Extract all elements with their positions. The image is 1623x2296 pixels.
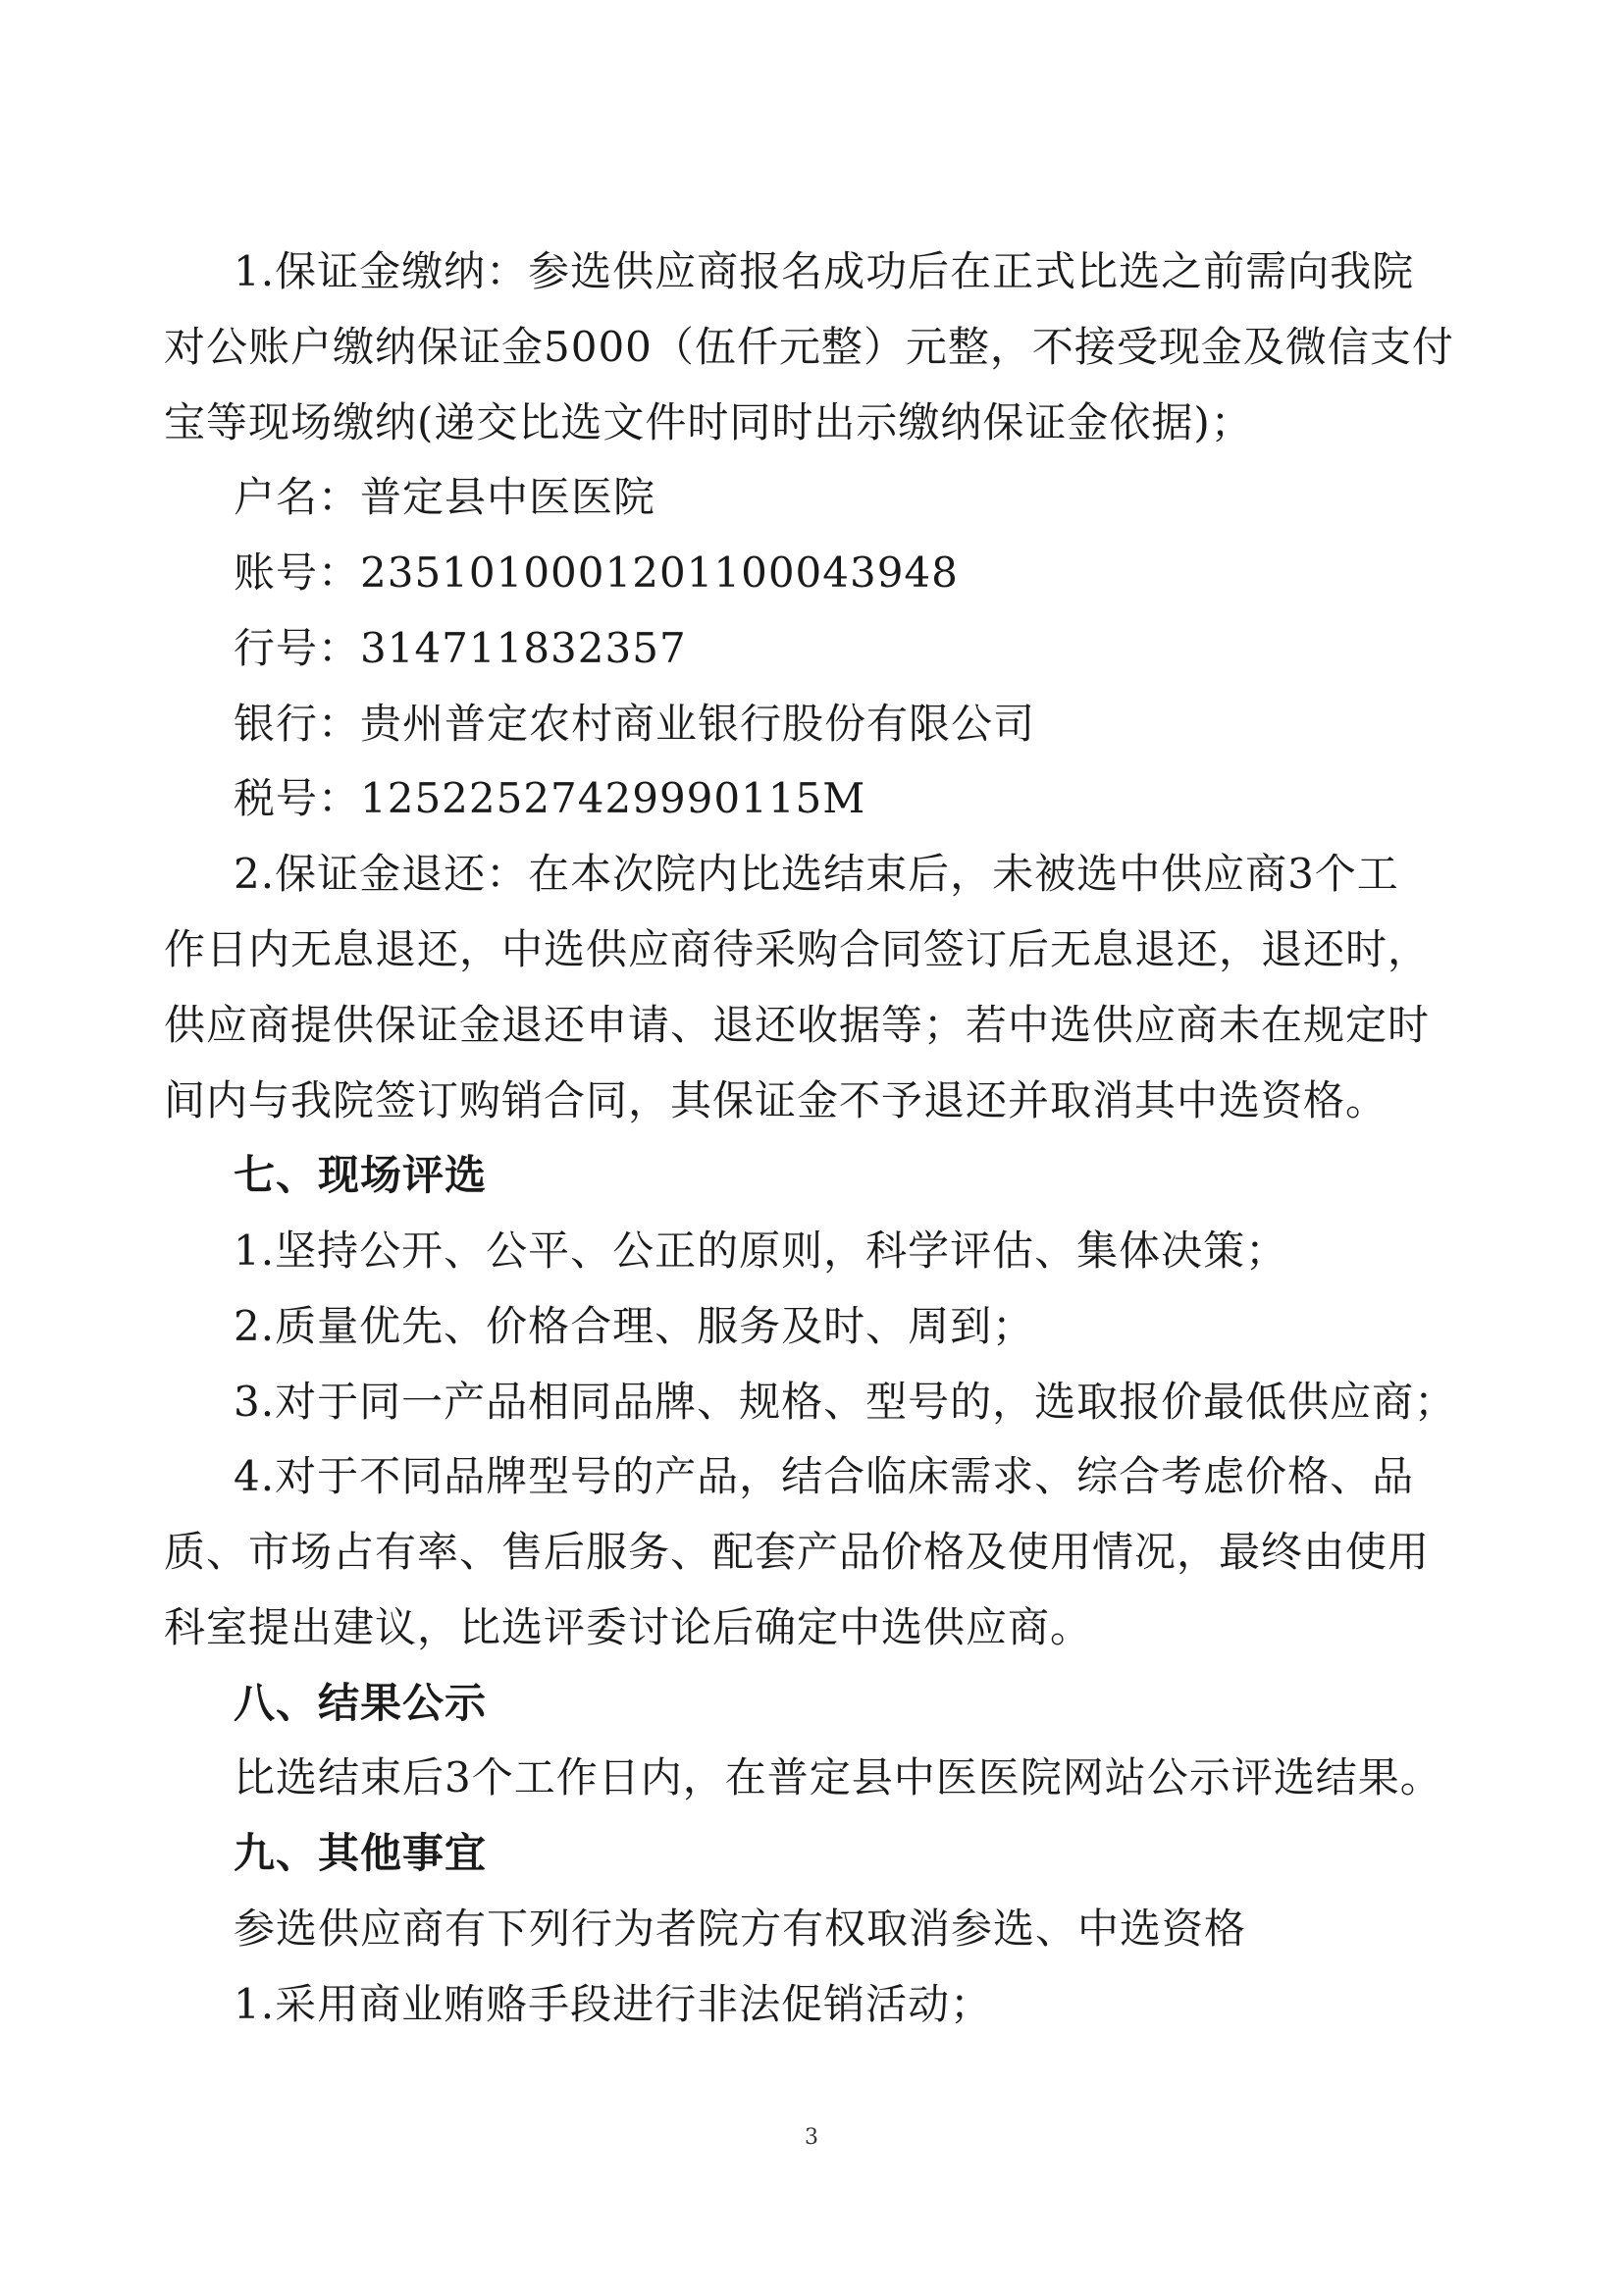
- account-name-line: 户名：普定县中医医院: [234, 473, 656, 521]
- list-item: 2.质量优先、价格合理、服务及时、周到；: [234, 1302, 1035, 1350]
- paragraph-line: 宝等现场缴纳(递交比选文件时同时出示缴纳保证金依据)；: [164, 398, 1253, 446]
- list-item: 1.坚持公开、公平、公正的原则，科学评估、集体决策；: [234, 1226, 1288, 1275]
- paragraph-line: 参选供应商有下列行为者院方有权取消参选、中选资格: [234, 1905, 1247, 1953]
- section-heading: 九、其他事宜: [234, 1829, 488, 1877]
- tax-number-line: 税号：12522527429990115M: [234, 774, 866, 822]
- bank-code-line: 行号：314711832357: [234, 624, 687, 672]
- section-heading: 七、现场评选: [234, 1151, 488, 1199]
- paragraph-line: 比选结束后3个工作日内，在普定县中医医院网站公示评选结果。: [234, 1753, 1442, 1801]
- paragraph-line: 1.保证金缴纳：参选供应商报名成功后在正式比选之前需向我院: [234, 247, 1415, 295]
- list-item: 3.对于同一产品相同品牌、规格、型号的，选取报价最低供应商；: [234, 1378, 1457, 1426]
- paragraph-line: 供应商提供保证金退还申请、退还收据等；若中选供应商未在规定时: [164, 1001, 1431, 1049]
- section-heading: 八、结果公示: [234, 1679, 488, 1727]
- bank-name-line: 银行：贵州普定农村商业银行股份有限公司: [234, 700, 1036, 748]
- paragraph-line: 2.保证金退还：在本次院内比选结束后，未被选中供应商3个工: [234, 850, 1399, 898]
- list-item: 4.对于不同品牌型号的产品，结合临床需求、综合考虑价格、品: [234, 1452, 1415, 1500]
- paragraph-line: 间内与我院签订购销合同，其保证金不予退还并取消其中选资格。: [164, 1076, 1388, 1124]
- page-number: 3: [805, 2125, 818, 2150]
- account-number-line: 账号：2351010001201100043948: [234, 548, 959, 597]
- paragraph-line: 对公账户缴纳保证金5000（伍仟元整）元整，不接受现金及微信支付: [164, 323, 1454, 371]
- paragraph-line: 质、市场占有率、售后服务、配套产品价格及使用情况，最终由使用: [164, 1528, 1431, 1576]
- paragraph-line: 科室提出建议，比选评委讨论后确定中选供应商。: [164, 1603, 1093, 1651]
- paragraph-line: 作日内无息退还，中选供应商待采购合同签订后无息退还，退还时，: [164, 925, 1431, 973]
- list-item: 1.采用商业贿赂手段进行非法促销活动；: [234, 1980, 993, 2028]
